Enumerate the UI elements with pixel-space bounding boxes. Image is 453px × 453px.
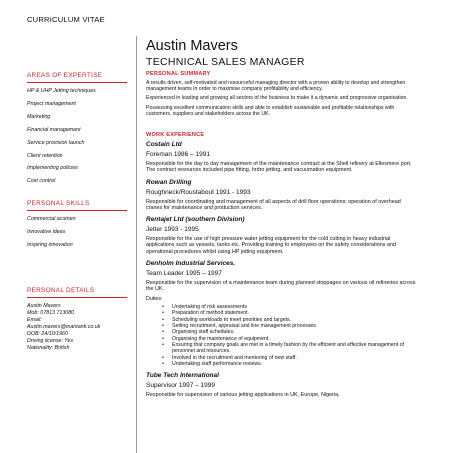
summary-paragraph: Possessing excellent communication skills and able to establish sustainable and profitable relationships with customers, suppliers and stakeholders across the UK. <box>146 104 395 117</box>
summary-section <box>146 80 418 117</box>
summary-heading: PERSONAL SUMMARY <box>146 71 211 77</box>
expertise-item: HP & UHP Jetting techniques <box>27 88 96 94</box>
candidate-name: Austin Mavers <box>146 38 238 54</box>
job-employer: Rentajet Ltd (southern Division) <box>146 216 245 224</box>
job-employer: Rowan Drilling <box>146 178 192 186</box>
details-rule <box>27 297 127 298</box>
duty-item: • Organising staff schedules. <box>162 329 418 335</box>
skills-heading: PERSONAL SKILLS <box>27 200 90 207</box>
details-dob: DOB: 24/10/1960 <box>27 331 68 337</box>
job-employer: Tube Tech International <box>146 372 219 380</box>
details-name: Austin Mavers <box>27 303 61 309</box>
expertise-item: Service provision launch <box>27 139 85 146</box>
details-nationality: Nationality: British <box>27 345 70 351</box>
duty-item: • Preparation of method statement. <box>162 310 418 316</box>
duties-list <box>162 304 418 367</box>
details-licence: Driving license: Yes <box>27 338 74 344</box>
column-divider <box>136 36 137 453</box>
job-description: Responsible for supervision of various jetting applications in UK, Europe, Nigeria, <box>146 392 340 399</box>
duty-item: • Undertaking staff performance reviews. <box>162 361 418 367</box>
details-email: Austin.mavers@mantank.co.uk <box>27 324 101 330</box>
skill-item: Commercial acumen <box>27 216 76 222</box>
job-role: Roughneck/Roustabout 1991 - 1993 <box>146 188 251 196</box>
duties-label: Duties: <box>146 295 163 302</box>
expertise-item: Implementing policies <box>27 165 78 172</box>
document-title: CURRICULUM VITAE <box>27 15 105 24</box>
expertise-item: Cost control <box>27 178 56 185</box>
expertise-item: Project management <box>27 100 76 107</box>
experience-heading: WORK EXPERIENCE <box>146 132 205 138</box>
job-role: Supervisor 1997 – 1999 <box>146 382 216 390</box>
expertise-item: Marketing <box>27 113 51 120</box>
duty-item: • Organising the maintenance of equipment. <box>162 336 418 342</box>
details-mobile: Mob: 07813 713080 <box>27 310 75 316</box>
job-employer: Denholm Industrial Services. <box>146 260 236 268</box>
duty-item: • Involved in the recruitment and mentoring of new staff. <box>162 355 418 361</box>
job-employer: Costain Ltd <box>146 141 182 148</box>
skill-item: Innovative ideas <box>27 228 66 235</box>
skills-section <box>27 200 135 255</box>
summary-paragraph: A results driven, self-motivated and resourceful managing director with a proven ability to develop and strengthen management teams in order to maximise company profitability and efficiency. <box>146 80 406 93</box>
job-description: Responsible for the use of high pressure water jetting equipment for the cold cutting in heavy industrial applications such as vessels, tanks etc. Providing training to employees on the safety considerations and operational procedures whilst using HP jetting equipment. <box>146 236 396 255</box>
details-email-label: Email: <box>27 317 42 323</box>
job-description: Responsible for coordinating and management of all aspects of drill floor operations; operation of overhead cranes for maintenance and production services. <box>146 198 401 211</box>
details-heading: PERSONAL DETAILS <box>27 287 95 294</box>
expertise-rule <box>27 82 127 83</box>
duty-item: • Scheduling workloads to meet priorities and targets. <box>162 317 418 323</box>
job-entry <box>146 141 418 398</box>
duty-item: • Setting recruitment, appraisal and line management processes. <box>162 323 418 329</box>
summary-paragraph: Experienced in leading and growing all sectors of the business to make it a dynamic and progressive organisation. <box>146 95 408 102</box>
job-role: Jetter 1993 - 1995 <box>146 226 199 234</box>
expertise-item: Financial management <box>27 126 81 133</box>
expertise-item: Client retention <box>27 152 63 159</box>
job-role: Team Leader 1995 – 1997 <box>146 270 222 278</box>
duty-item: • Undertaking of risk assessments <box>162 304 418 310</box>
skill-item: Inspiring innovation <box>27 241 73 248</box>
duty-item: • Ensuring that company goals are met in a timely fashion by the efficient and effective management of personnel and resources. <box>162 342 418 355</box>
job-title: TECHNICAL SALES MANAGER <box>146 56 305 68</box>
expertise-section <box>27 72 135 191</box>
job-description: Responsible for the supervision of a maintenance team during planned stoppages on various oil refineries across the UK. <box>146 280 416 293</box>
job-description: Responsible for the day to day management of the maintenance contract at the Shell refinery at Ellesmere port. The contract resources included pipe fitting, hrdro jetting, and vacuumation equipment. <box>146 161 412 174</box>
details-section <box>27 287 135 352</box>
expertise-heading: AREAS OF EXPERTISE <box>27 72 103 79</box>
skills-rule <box>27 210 127 211</box>
job-role: Foreman 1986 – 1991 <box>146 151 210 158</box>
